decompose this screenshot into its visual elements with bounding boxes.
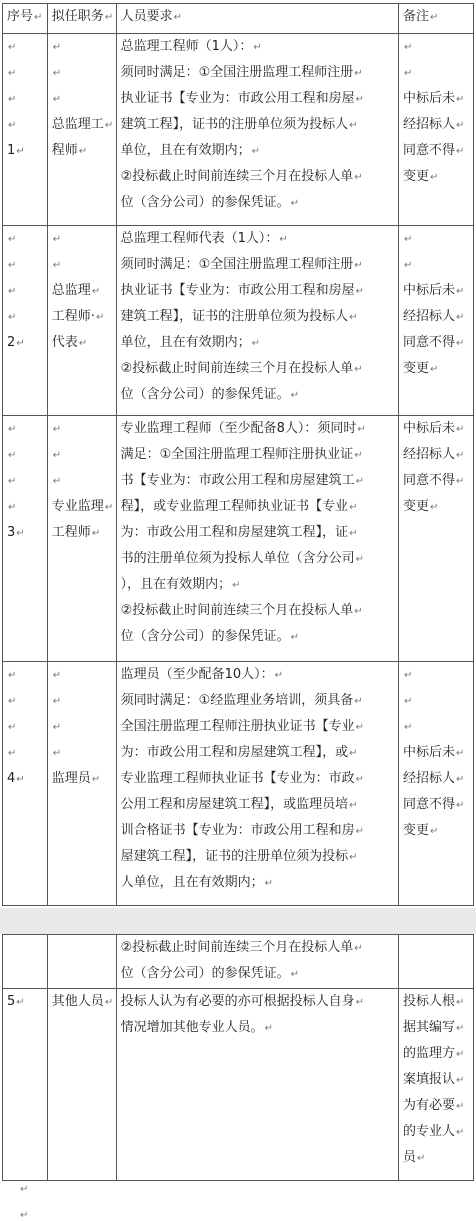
remark-line: 经招标人↵ <box>402 771 465 786</box>
remark-line: 中标后未↵ <box>402 283 465 298</box>
seq-line: ↵ <box>8 424 17 435</box>
position-line: ↵ <box>52 748 62 759</box>
seq-line: ↵ <box>8 722 17 733</box>
position-cell <box>47 226 116 416</box>
seq-line: ↵ <box>8 502 17 513</box>
seq-line: ↵ <box>8 312 17 323</box>
remark-line: 经招标人↵ <box>402 447 465 462</box>
position-line: ↵ <box>52 696 62 707</box>
requirements-cell <box>116 226 398 416</box>
table-row <box>3 226 474 416</box>
remarks-cell <box>398 935 473 989</box>
remark-line: 变更↵ <box>402 169 439 184</box>
header-requirements: 人员要求↵ <box>116 4 398 34</box>
remarks-cell <box>398 662 473 906</box>
seq-line: 3↵ <box>7 525 25 540</box>
requirement-line: 监理员（至少配备10人）：↵ <box>120 667 283 682</box>
header-position: 拟任职务↵ <box>47 4 116 34</box>
remark-line: 变更↵ <box>402 499 439 514</box>
seq-line: ↵ <box>8 748 17 759</box>
requirement-line: 公用工程和房屋建筑工程】，或监理员培↵ <box>120 797 358 812</box>
position-line: ↵ <box>52 260 62 271</box>
position-line: 程师↵ <box>51 143 88 158</box>
requirement-line: 位（含分公司）的参保凭证。↵ <box>120 387 299 402</box>
remarks-cell <box>398 34 473 226</box>
position-line: ↵ <box>52 42 62 53</box>
requirement-line: 投标人认为有必要的亦可根据投标人自身↵ <box>120 994 364 1009</box>
remark-line: 中标后未↵ <box>402 91 465 106</box>
requirement-line: 专业监理工程师（至少配备8人）：须同时↵ <box>120 421 366 436</box>
requirement-line: 位（含分公司）的参保凭证。↵ <box>120 195 299 210</box>
requirement-line: ②投标截止时间前连续三个月在投标人单↵ <box>120 361 363 376</box>
remark-line: 同意不得↵ <box>402 143 465 158</box>
seq-line: 2↵ <box>7 335 25 350</box>
seq-line: ↵ <box>8 260 17 271</box>
remark-line: 的监理方↵ <box>402 1046 465 1061</box>
requirements-cell <box>116 34 398 226</box>
requirement-line: 书【专业为：市政公用工程和房屋建筑工↵ <box>120 473 364 488</box>
requirement-line: 屋建筑工程】，证书的注册单位须为投标↵ <box>120 849 358 864</box>
position-line: ↵ <box>52 476 62 487</box>
seq-line: 1↵ <box>7 143 25 158</box>
requirement-line: 总监理工程师代表（1人）：↵ <box>120 231 288 246</box>
requirements-cell <box>116 416 398 662</box>
remark-line: 中标后未↵ <box>402 421 465 436</box>
position-cell: 其他人员↵ <box>47 989 116 1181</box>
remark-line: ↵ <box>403 68 413 79</box>
requirement-line: ②投标截止时间前连续三个月在投标人单↵ <box>120 603 363 618</box>
remark-line: ↵ <box>403 722 413 733</box>
requirement-line: 执业证书【专业为：市政公用工程和房屋↵ <box>120 283 364 298</box>
position-line: ↵ <box>52 94 62 105</box>
requirement-line: 情况增加其他专业人员。↵ <box>120 1020 273 1035</box>
remark-line: 经招标人↵ <box>402 117 465 132</box>
position-line: 总监理工↵ <box>51 117 114 132</box>
seq-cell <box>3 935 48 989</box>
remark-line: ↵ <box>403 234 413 245</box>
requirement-line: 全国注册监理工程师注册执业证书【专业↵ <box>120 719 364 734</box>
remark-line: 同意不得↵ <box>402 473 465 488</box>
remark-line: ↵ <box>403 670 413 681</box>
position-line: 总监理↵ <box>51 283 101 298</box>
remark-line: 据其编写↵ <box>402 1020 465 1035</box>
position-line: 工程师·↵ <box>51 309 105 324</box>
requirement-line: 位（含分公司）的参保凭证。↵ <box>120 629 299 644</box>
remark-line: ↵ <box>403 42 413 53</box>
header-seq: 序号↵ <box>3 4 48 34</box>
table-row <box>3 662 474 906</box>
requirements-cell <box>116 662 398 906</box>
remark-line: 同意不得↵ <box>402 335 465 350</box>
requirement-line: 建筑工程】，证书的注册单位须为投标人↵ <box>120 309 358 324</box>
seq-cell <box>3 226 48 416</box>
requirements-table <box>2 3 474 906</box>
seq-line: ↵ <box>8 94 17 105</box>
remark-line: 投标人根↵ <box>402 994 465 1009</box>
remark-line: 变更↵ <box>402 361 439 376</box>
remarks-cell <box>398 989 473 1181</box>
requirement-line: 训合格证书【专业为：市政公用工程和房↵ <box>120 823 364 838</box>
remark-line: 员↵ <box>402 1150 426 1165</box>
requirement-line: 须同时满足：①全国注册监理工程师注册↵ <box>120 65 363 80</box>
header-row <box>3 4 474 34</box>
table-row <box>3 34 474 226</box>
remark-line: ↵ <box>403 696 413 707</box>
remark-line: 变更↵ <box>402 823 439 838</box>
requirement-line: 专业监理工程师执业证书【专业为：市政↵ <box>120 771 364 786</box>
requirement-line: 建筑工程】，证书的注册单位须为投标人↵ <box>120 117 358 132</box>
header-remarks: 备注↵ <box>398 4 473 34</box>
page-break-gap <box>0 908 476 934</box>
position-line: ↵ <box>52 722 62 733</box>
requirement-line: 人单位，且在有效期内；↵ <box>120 875 273 890</box>
trailing-paragraph-mark: ↵ <box>20 1210 29 1221</box>
requirement-line: 程】，或专业监理工程师执业证书【专业↵ <box>120 499 358 514</box>
requirement-line: 满足：①全国注册监理工程师注册执业证↵ <box>120 447 363 462</box>
requirement-line: ），且在有效期内；↵ <box>120 577 241 592</box>
seq-line: ↵ <box>8 42 17 53</box>
requirement-line: 须同时满足：①经监理业务培训，须具备↵ <box>120 693 363 708</box>
requirement-line: 书的注册单位须为投标人单位（含分公司↵ <box>120 551 364 566</box>
remark-line: 的专业人↵ <box>402 1124 465 1139</box>
requirements-table-continued <box>2 934 474 1181</box>
seq-line: ↵ <box>8 476 17 487</box>
seq-line: ↵ <box>8 670 17 681</box>
position-cell <box>47 662 116 906</box>
position-line: 工程师↵ <box>51 525 101 540</box>
requirement-line: 为：市政公用工程和房屋建筑工程】，或↵ <box>120 745 358 760</box>
position-line: ↵ <box>52 234 62 245</box>
seq-cell: 5↵ <box>3 989 48 1181</box>
seq-cell <box>3 34 48 226</box>
position-line: ↵ <box>52 68 62 79</box>
continuation-row <box>3 935 474 989</box>
seq-line: 4↵ <box>7 771 25 786</box>
position-line: ↵ <box>52 424 62 435</box>
requirements-cell <box>116 989 398 1181</box>
seq-line: ↵ <box>8 234 17 245</box>
requirement-line: 单位，且在有效期内；↵ <box>120 143 260 158</box>
requirements-cell <box>116 935 398 989</box>
requirement-line: 位（含分公司）的参保凭证。↵ <box>120 966 299 981</box>
position-cell <box>47 935 116 989</box>
remark-line: ↵ <box>403 260 413 271</box>
requirement-line: 总监理工程师（1人）：↵ <box>120 39 262 54</box>
position-cell <box>47 34 116 226</box>
remark-line: 为有必要↵ <box>402 1098 465 1113</box>
seq-line: ↵ <box>8 696 17 707</box>
trailing-paragraph-mark: ↵ <box>20 1184 29 1195</box>
position-line: 代表↵ <box>51 335 88 350</box>
seq-line: ↵ <box>8 68 17 79</box>
seq-line: ↵ <box>8 120 17 131</box>
remark-line: 案填报认↵ <box>402 1072 465 1087</box>
position-line: 专业监理↵ <box>51 499 114 514</box>
table-row-other <box>3 989 474 1181</box>
remarks-cell <box>398 226 473 416</box>
position-line: ↵ <box>52 670 62 681</box>
seq-line: ↵ <box>8 450 17 461</box>
position-line: ↵ <box>52 450 62 461</box>
table-row <box>3 416 474 662</box>
remark-line: 经招标人↵ <box>402 309 465 324</box>
requirement-line: ②投标截止时间前连续三个月在投标人单↵ <box>120 169 363 184</box>
requirement-line: 为：市政公用工程和房屋建筑工程】，证↵ <box>120 525 358 540</box>
remarks-cell <box>398 416 473 662</box>
requirement-line: ②投标截止时间前连续三个月在投标人单↵ <box>120 940 363 955</box>
position-cell <box>47 416 116 662</box>
remark-line: 同意不得↵ <box>402 797 465 812</box>
requirement-line: 单位，且在有效期内；↵ <box>120 335 260 350</box>
seq-cell <box>3 416 48 662</box>
seq-line: ↵ <box>8 286 17 297</box>
requirement-line: 执业证书【专业为：市政公用工程和房屋↵ <box>120 91 364 106</box>
requirement-line: 须同时满足：①全国注册监理工程师注册↵ <box>120 257 363 272</box>
remark-line: 中标后未↵ <box>402 745 465 760</box>
seq-cell <box>3 662 48 906</box>
position-line: 监理员↵ <box>51 771 101 786</box>
